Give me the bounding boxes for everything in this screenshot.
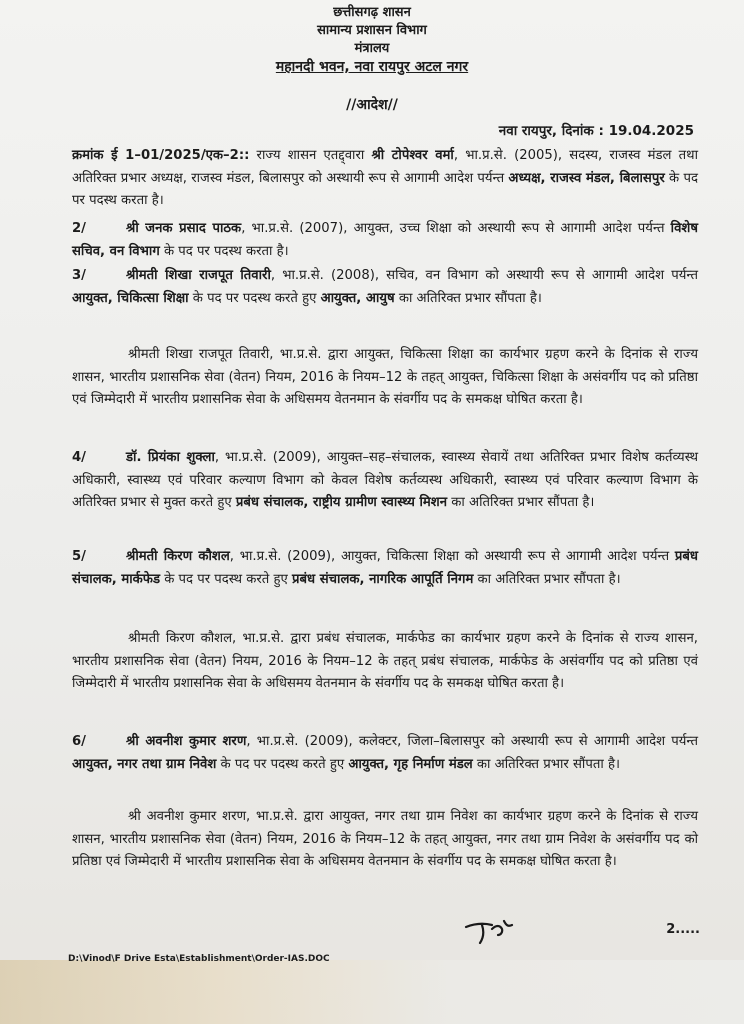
paragraph-number: 5/ [72,549,86,564]
officer-name: श्री टोपेश्वर वर्मा [371,148,454,163]
order-number: क्रमांक ई 1–01/2025/एक–2:: [72,148,250,163]
paragraph-6: 6/ श्री अवनीश कुमार शरण, भा.प्र.से. (2009), कलेक्टर, जिला–बिलासपुर को अस्थायी रूप से आगामी आदेश पर्यन्त आयुक्त, नगर तथा ग्राम निवेश के पद पर पदस्थ करते हुए आयुक्त, गृह निर्माण मंडल का अतिरिक्त प्रभार सौंपता है। [72,731,698,776]
header-department: सामान्य प्रशासन विभाग [317,23,427,38]
post-name: आयुक्त, नगर तथा ग्राम निवेश [72,756,217,772]
post-name: प्रबंध संचालक, राष्ट्रीय ग्रामीण स्वास्थ्य मिशन [235,495,448,510]
page-shadow [0,960,744,1024]
paragraph-3: 3/ श्रीमती शिखा राजपूत तिवारी, भा.प्र.से. (2008), सचिव, वन विभाग को अस्थायी रूप से आगामी आदेश पर्यन्त आयुक्त, चिकित्सा शिक्षा के पद पर पदस्थ करते हुए आयुक्त, आयुष का अतिरिक्त प्रभार सौंपता है। [72,265,698,310]
post-name: विशेष सचिव, वन विभाग [72,221,699,259]
date-line: नवा रायपुर, दिनांक : 19.04.2025 [498,123,694,139]
signature-mark [462,915,532,947]
header-government: छत्तीसगढ़ शासन [333,5,411,20]
paragraph-number: 4/ [72,450,86,465]
post-name: आयुक्त, चिकित्सा शिक्षा [72,290,189,306]
paragraph-number: 2/ [72,221,86,236]
paragraph-4: 4/ डॉ. प्रियंका शुक्ला, भा.प्र.से. (2009), आयुक्त–सह–संचालक, स्वास्थ्य सेवायें तथा अतिरिक्त प्रभार विशेष कर्तव्यस्थ अधिकारी, स्वास्थ्य एवं परिवार कल्याण विभाग को केवल विशेष कर्तव्यस्थ अधिकारी, स्वास्थ्य एवं परिवार कल्याण विभाग के अतिरिक्त प्रभार से मुक्त करते हुए प्रबंध संचालक, राष्ट्रीय ग्रामीण स्वास्थ्य मिशन का अतिरिक्त प्रभार सौंपता है। [72,447,698,515]
next-page-indicator: 2..... [666,922,700,937]
header-address: महानदी भवन, नवा रायपुर अटल नगर [275,59,469,75]
additional-post: प्रबंध संचालक, नागरिक आपूर्ति निगम [292,571,474,587]
paragraph-1: क्रमांक ई 1–01/2025/एक–2:: राज्य शासन एतद्द्वारा श्री टोपेश्वर वर्मा, भा.प्र.से. (2005), सदस्य, राजस्व मंडल तथा अतिरिक्त प्रभार अध्यक्ष, राजस्व मंडल, बिलासपुर को अस्थायी रूप से आगामी आदेश पर्यन्त अध्यक्ष, राजस्व मंडल, बिलासपुर के पद पर पदस्थ करता है। [72,148,698,208]
officer-name: डॉ. प्रियंका शुक्ला [126,450,215,465]
paragraph-5-detail: श्रीमती किरण कौशल, भा.प्र.से. द्वारा प्रबंध संचालक, मार्कफेड का कार्यभार ग्रहण करने के दिनांक से राज्य शासन, भारतीय प्रशासनिक सेवा (वेतन) नियम, 2016 के नियम–12 के तहत् प्रबंध संचालक, मार्कफेड के असंवर्गीय पद को प्रतिष्ठा एवं जिम्मेदारी में भारतीय प्रशासनिक सेवा के अधिसमय वेतनमान के संवर्गीय पद के समकक्ष घोषित करता है। [72,631,698,691]
file-path: D:\Vinod\F Drive Esta\Establishment\Order-IAS.DOC [68,954,330,964]
paragraph-5: 5/ श्रीमती किरण कौशल, भा.प्र.से. (2009), आयुक्त, चिकित्सा शिक्षा को अस्थायी रूप से आगामी आदेश पर्यन्त प्रबंध संचालक, मार्कफेड के पद पर पदस्थ करते हुए प्रबंध संचालक, नागरिक आपूर्ति निगम का अतिरिक्त प्रभार सौंपता है। [72,546,698,591]
post-name: प्रबंध संचालक, मार्कफेड [72,549,698,587]
order-title: //आदेश// [346,97,398,113]
officer-name: श्री जनक प्रसाद पाठक [126,221,242,236]
additional-post: आयुक्त, आयुष [320,290,395,306]
additional-post: आयुक्त, गृह निर्माण मंडल [348,756,473,772]
officer-name: श्री अवनीश कुमार शरण [126,734,247,749]
paragraph-3-detail: श्रीमती शिखा राजपूत तिवारी, भा.प्र.से. द्वारा आयुक्त, चिकित्सा शिक्षा का कार्यभार ग्रहण करने के दिनांक से राज्य शासन, भारतीय प्रशासनिक सेवा (वेतन) नियम, 2016 के नियम–12 के तहत् आयुक्त, चिकित्सा शिक्षा के असंवर्गीय पद को प्रतिष्ठा एवं जिम्मेदारी में भारतीय प्रशासनिक सेवा के अधिसमय वेतनमान के संवर्गीय पद के समकक्ष घोषित करता है। [72,347,698,407]
paragraph-2: 2/ श्री जनक प्रसाद पाठक, भा.प्र.से. (2007), आयुक्त, उच्च शिक्षा को अस्थायी रूप से आगामी आदेश पर्यन्त विशेष सचिव, वन विभाग के पद पर पदस्थ करता है। [72,218,698,263]
paragraph-number: 6/ [72,734,86,749]
header-ministry: मंत्रालय [354,41,390,56]
officer-name: श्रीमती किरण कौशल [126,549,230,564]
officer-name: श्रीमती शिखा राजपूत तिवारी [126,268,271,283]
paragraph-number: 3/ [72,268,86,283]
paragraph-6-detail: श्री अवनीश कुमार शरण, भा.प्र.से. द्वारा आयुक्त, नगर तथा ग्राम निवेश का कार्यभार ग्रहण करने के दिनांक से राज्य शासन, भारतीय प्रशासनिक सेवा (वेतन) नियम, 2016 के नियम–12 के तहत् आयुक्त, नगर तथा ग्राम निवेश के असंवर्गीय पद को प्रतिष्ठा एवं जिम्मेदारी में भारतीय प्रशासनिक सेवा के अधिसमय वेतनमान के संवर्गीय पद के समकक्ष घोषित करता है। [72,809,698,869]
post-name: अध्यक्ष, राजस्व मंडल, बिलासपुर [508,170,665,186]
